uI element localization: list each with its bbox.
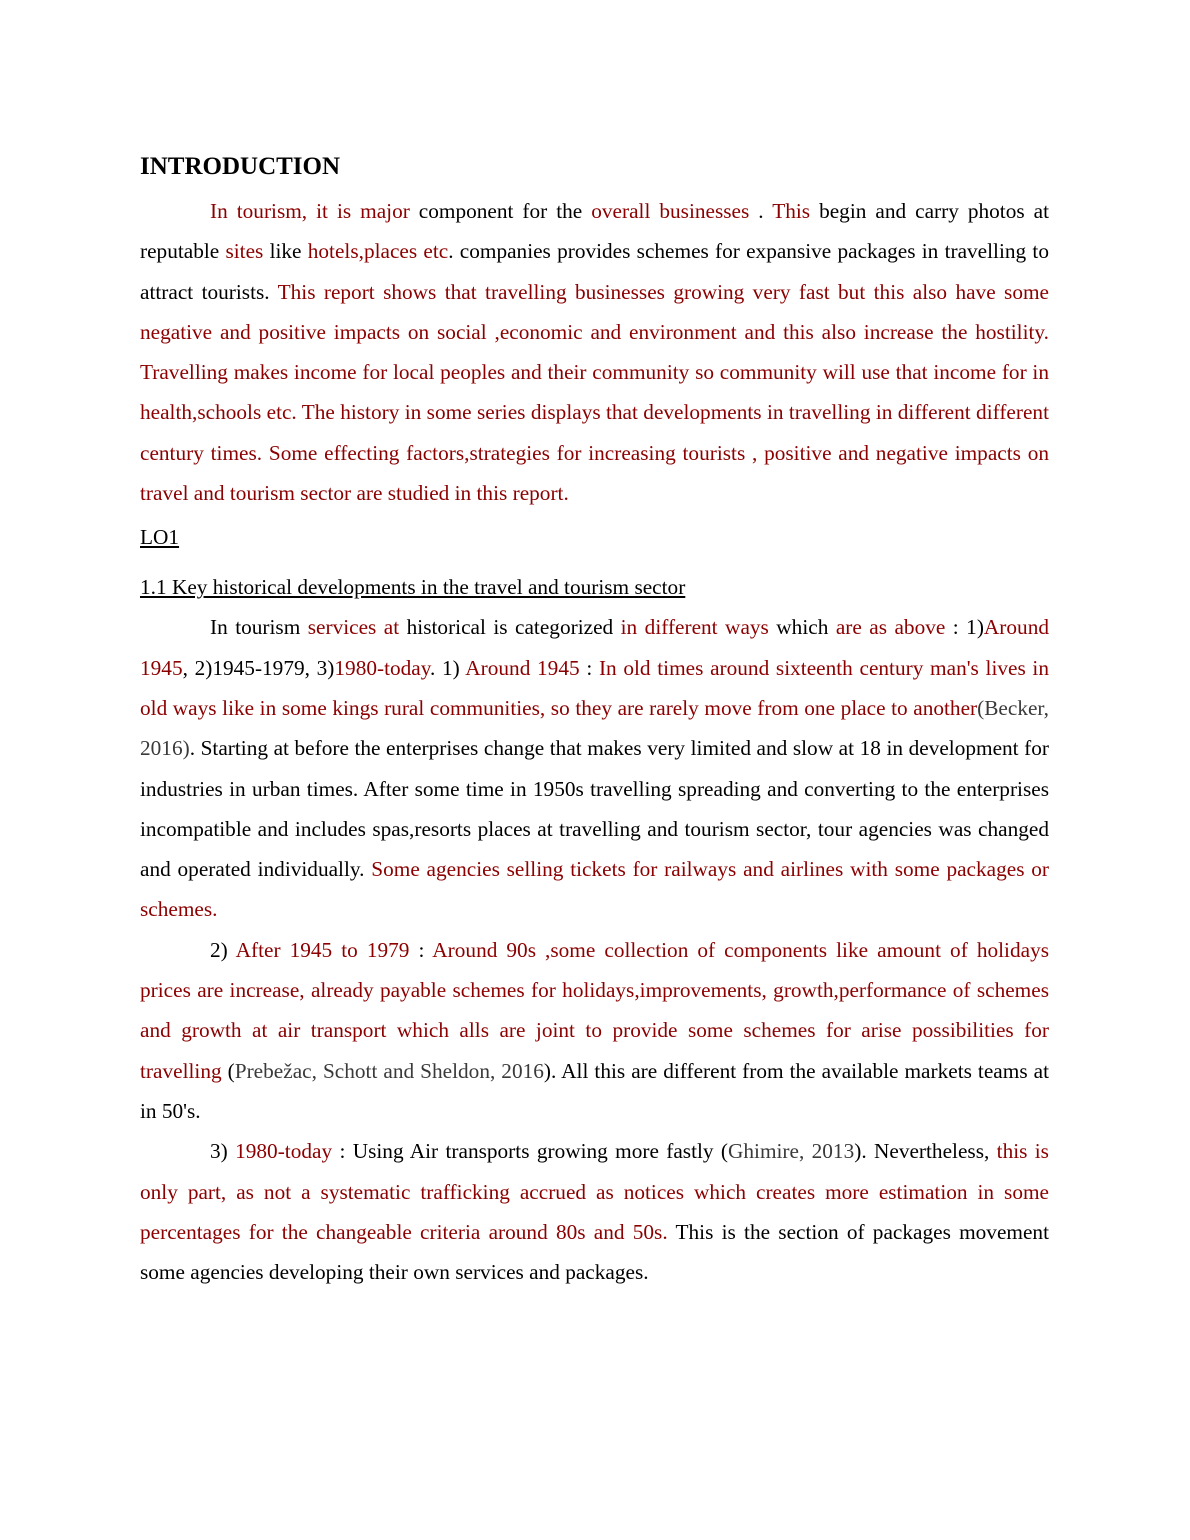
para2-text-run: Prebežac, Schott and Sheldon, 2016 — [234, 1058, 544, 1083]
para1-text-run: Around 1945 — [465, 655, 580, 680]
para1-text-run: in different ways — [620, 615, 769, 640]
para3-text-run: ). Nevertheless, — [854, 1139, 997, 1164]
history-paragraph-1 — [140, 607, 1049, 929]
intro-paragraph — [140, 191, 1049, 513]
intro-text-run: In tourism, it is major — [210, 199, 410, 223]
para1-text-run: (Becker, 2016) — [140, 695, 1049, 761]
para3-text-run: This is the section of packages movement some agencies developing their own services and packages. — [140, 1219, 1049, 1285]
para1-text-run: . 1) — [430, 655, 466, 680]
intro-text-run: begin and carry photos at reputable — [140, 199, 1050, 264]
para1-text-run: In tourism — [210, 615, 308, 640]
para2-text-run: Around 90s ,some collection of components like amount of holidays prices are increase, already payable schemes for holidays,improvements, growth,performance of schemes and growth at air transport which alls are joint to provide some schemes for arise possibilities for travelling — [140, 937, 1050, 1083]
para2-text-run: After 1945 to 1979 — [235, 937, 410, 962]
para1-text-run: services at — [307, 615, 400, 640]
history-paragraph-2 — [140, 930, 1049, 1131]
para1-text-run: : 1) — [945, 615, 984, 640]
para1-text-run: historical is categorized — [399, 615, 621, 640]
intro-text-run: hotels,places etc — [307, 239, 449, 264]
para3-text-run: Ghimire, 2013 — [728, 1139, 855, 1164]
intro-text-run: This — [772, 199, 811, 223]
para1-text-run: , 2)1945-1979, 3) — [182, 655, 335, 680]
intro-text-run: This report shows that travelling businesses growing very fast but this also have some negative and positive impacts on social ,economic and environment and this also increase the hostility. Travelling makes income for local peoples and their community so community will use that income for in health,schools etc. The history in some series displays that developments in travelling in different different century times. Some effecting factors,strategies for increasing tourists , positive and negative impacts on travel and tourism sector are studied in this report. — [140, 279, 1049, 506]
para2-text-run: ). All this are different from the available markets teams at in 50's. — [140, 1058, 1049, 1123]
intro-text-run: sites — [225, 239, 264, 264]
history-paragraph-3 — [140, 1131, 1049, 1292]
document-page — [140, 150, 1049, 1292]
para1-text-run: : — [579, 655, 599, 680]
para3-text-run: 1980-today — [235, 1139, 333, 1164]
section-heading: 1.1 Key historical developments in the travel and tourism sector — [140, 575, 686, 600]
para2-text-run: : — [409, 937, 433, 962]
intro-text-run: component for the — [409, 199, 592, 223]
para1-text-run: are as above — [835, 615, 946, 640]
page-title: INTRODUCTION — [140, 153, 341, 180]
intro-text-run: like — [263, 239, 308, 264]
lo1-label: LO1 — [140, 525, 180, 550]
para1-text-run: In old times around sixteenth century man's lives in old ways like in some kings rural communities, so they are rarely move from one place to another — [140, 655, 1050, 720]
para1-text-run: which — [768, 615, 836, 640]
para3-text-run: : Using Air transports growing more fastly ( — [332, 1139, 728, 1164]
para2-text-run: 2) — [210, 937, 236, 962]
para1-text-run: . Starting at before the enterprises change that makes very limited and slow at 18 in development for industries in urban times. After some time in 1950s travelling spreading and converting to the enterprises incompatible and includes spas,resorts places at travelling and tourism sector, tour agencies was changed and operated individually. — [140, 736, 1049, 882]
para3-text-run: this is only part, as not a systematic trafficking accrued as notices which creates more estimation in some percentages for the changeable criteria around 80s and 50s. — [140, 1139, 1049, 1244]
para1-text-run: 1980-today — [334, 655, 431, 680]
intro-text-run: overall businesses — [591, 199, 750, 223]
para3-text-run: 3) — [210, 1139, 236, 1164]
intro-text-run: . — [749, 199, 773, 223]
para2-text-run: ( — [221, 1058, 235, 1083]
para1-text-run: Some agencies selling tickets for railways and airlines with some packages or schemes. — [140, 857, 1049, 922]
para1-text-run: Around 1945 — [140, 615, 1049, 680]
intro-text-run: . companies provides schemes for expansive packages in travelling to attract tourists. — [140, 239, 1049, 304]
